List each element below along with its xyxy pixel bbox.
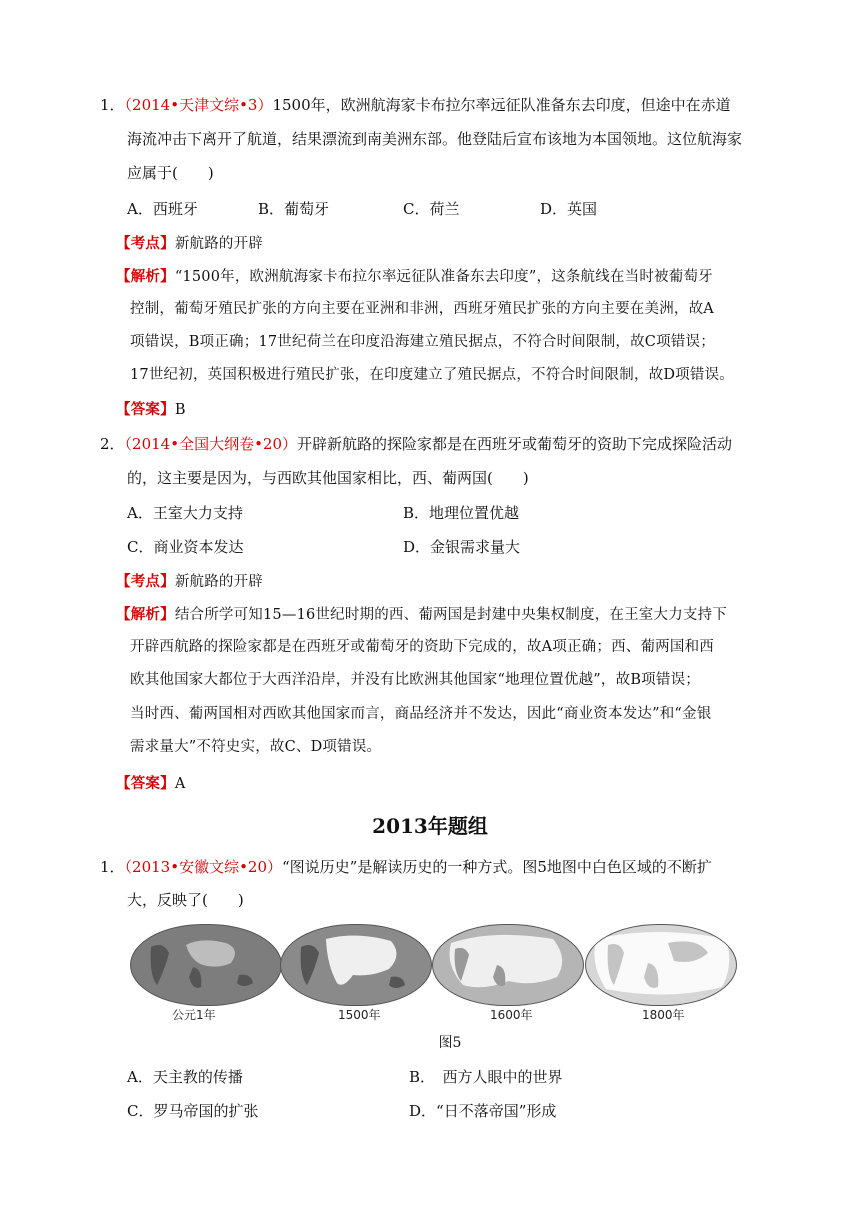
option-a: A．西班牙 (127, 200, 198, 218)
question-number: 1． (100, 858, 125, 876)
answer-text: B (174, 402, 186, 418)
jiexi-line4: 当时西、葡两国相对西欧其他国家而言，商品经济并不发达，因此“商业资本发达”和“金银 (130, 706, 712, 722)
option-b: B． 西方人眼中的世界 (409, 1068, 563, 1086)
option-c: C．荷兰 (403, 200, 460, 218)
option-c: C．商业资本发达 (127, 538, 244, 556)
q2014-1-line1 (100, 88, 731, 122)
option-c: C．罗马帝国的扩张 (127, 1102, 259, 1120)
map-label-1600: 1600年 (490, 1008, 533, 1022)
map-label-1500: 1500年 (338, 1008, 381, 1022)
map-label-1ad: 公元1年 (172, 1008, 216, 1022)
question-text: “图说历史”是解读历史的一种方式。图5地图中白色区域的不断扩 (282, 858, 712, 876)
kaodian-text: 新航路的开辟 (174, 574, 264, 590)
jiexi-text: “1500年，欧洲航海家卡布拉尔率远征队准备东去印度”，这条航线在当时被葡萄牙 (174, 269, 713, 285)
option-d: D．金银需求量大 (403, 538, 521, 556)
q2014-2-line1 (100, 427, 732, 461)
option-a: A．天主教的传播 (127, 1068, 243, 1086)
option-d: D．“日不落帝国”形成 (409, 1102, 557, 1120)
jiexi-line5: 需求量大”不符史实，故C、D项错误。 (130, 739, 382, 755)
kaodian-tag: 【考点】 (116, 235, 175, 252)
jiexi-tag: 【解析】 (116, 268, 175, 285)
answer-line (116, 767, 185, 801)
option-b: B．地理位置优越 (403, 504, 520, 522)
world-maps-figure (130, 922, 735, 1022)
map-label-1800: 1800年 (642, 1008, 685, 1022)
question-source: （2014•天津文综•3） (124, 96, 273, 114)
jiexi-text: 结合所学可知15—16世纪时期的西、葡两国是封建中央集权制度，在王室大力支持下 (174, 607, 728, 623)
answer-text: A (174, 776, 186, 792)
option-a: A．王室大力支持 (127, 504, 243, 522)
jiexi-line3: 项错误，B项正确；17世纪荷兰在印度沿海建立殖民据点，不符合时间限制，故C项错误； (130, 334, 715, 350)
world-map-1ad (130, 924, 282, 1006)
world-map-1800 (585, 924, 737, 1006)
kaodian-line (116, 565, 263, 599)
option-b: B．葡萄牙 (258, 200, 330, 218)
q2014-2-line2: 的，这主要是因为，与西欧其他国家相比，西、葡两国( ) (127, 469, 529, 487)
kaodian-tag: 【考点】 (116, 573, 175, 590)
question-number: 2． (100, 435, 125, 453)
q2014-1-line3: 应属于( ) (127, 164, 214, 182)
question-source: （2013•安徽文综•20） (124, 858, 283, 876)
jiexi-tag: 【解析】 (116, 606, 175, 623)
jiexi-line1 (116, 598, 727, 632)
option-d: D．英国 (540, 200, 598, 218)
question-text: 1500年，欧洲航海家卡布拉尔率远征队准备东去印度，但途中在赤道 (272, 96, 731, 114)
jiexi-line3: 欧其他国家大都位于大西洋沿岸，并没有比欧洲其他国家“地理位置优越”，故B项错误； (130, 672, 700, 688)
jiexi-line1 (116, 260, 713, 294)
question-text: 开辟新航路的探险家都是在西班牙或葡萄牙的资助下完成探险活动 (297, 435, 733, 453)
kaodian-text: 新航路的开辟 (174, 236, 264, 252)
q2013-1-line1 (100, 850, 712, 884)
jiexi-line2: 开辟西航路的探险家都是在西班牙或葡萄牙的资助下完成的，故A项正确；西、葡两国和西 (130, 639, 714, 655)
answer-tag: 【答案】 (116, 775, 175, 792)
q2014-1-line2: 海流冲击下离开了航道，结果漂流到南美洲东部。他登陆后宣布该地为本国领地。这位航海家 (127, 130, 743, 148)
jiexi-line4: 17世纪初，英国积极进行殖民扩张，在印度建立了殖民据点，不符合时间限制，故D项错误。 (130, 367, 734, 383)
kaodian-line (116, 227, 263, 261)
section-heading: 2013年题组 (372, 814, 488, 838)
world-map-1600 (432, 924, 584, 1006)
figure-caption: 图5 (438, 1035, 462, 1051)
q2013-1-line2: 大，反映了( ) (127, 891, 244, 909)
world-map-1500 (280, 924, 432, 1006)
answer-line (116, 393, 186, 427)
question-number: 1． (100, 96, 125, 114)
question-source: （2014•全国大纲卷•20） (124, 435, 298, 453)
answer-tag: 【答案】 (116, 401, 175, 418)
jiexi-line2: 控制，葡萄牙殖民扩张的方向主要在亚洲和非洲，西班牙殖民扩张的方向主要在美洲，故A (130, 301, 714, 317)
